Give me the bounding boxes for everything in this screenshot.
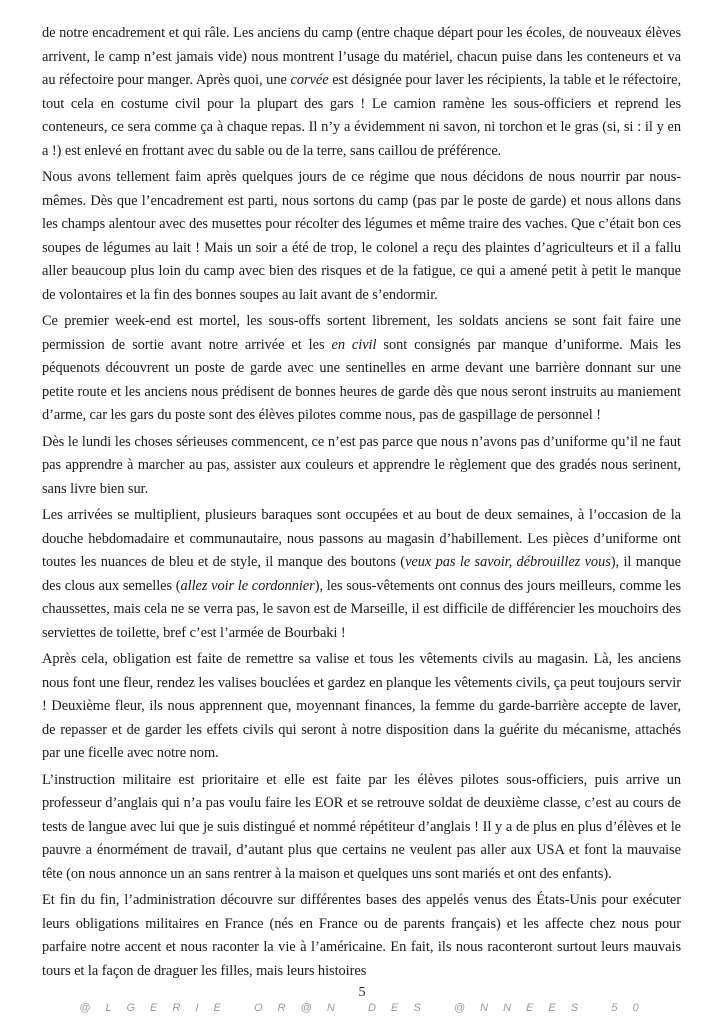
text-run: Et fin du fin, l’administration découvre sur différentes bases des appelés venus des États-Unis pour exécuter leurs obligations militaires en France (nés en France ou de parents français) et les affecte chez nous pour parfaire notre accent et nous raconter la vie à l’américaine. En fait, ils nous raconteront surtout leurs mauvais tours et la façon de draguer les filles, mais leurs histoires [42,892,681,979]
text-run: ), il manque des clous aux semelles ( [42,554,682,594]
page-number: 5 [358,985,366,1000]
text-run: ), les sous-vêtements ont connus des jours meilleurs, comme les chaussettes, mais cela ne se verra pas, le savon est de Marseille, il est difficile de différencier les mouchoirs des serviettes de toilette, bref c’est l’armée de Bourbaki ! [42,577,681,641]
italic-text: corvée [290,72,329,88]
italic-text: allez voir le cordonnier [180,577,315,594]
paragraph [42,648,681,766]
footer-banner: @ L G E R I E O R @ N D E S @ N N E E S 5 0 [79,1002,645,1014]
text-run: Après cela, obligation est faite de remettre sa valise et tous les vêtements civils au magasin. Là, les anciens nous font une fleur, rendez les valises bouclées et gardez en planque les vêtements civils, ça peut toujours servir ! Deuxième fleur, ils nous apprennent que, moyennant finances, la femme du garde-barrière accepte de laver, de repasser et de garder les effets civils qui seront à notre disposition dans la guérite du mécanisme, attachés par une ficelle avec notre nom. [42,651,681,761]
italic-text: en civil [331,336,377,353]
text-run: Les arrivées se multiplient, plusieurs baraques sont occupées et au bout de deux semaines, à l’occasion de la douche hebdomadaire et communautaire, nous passons au magasin d’habillement. Les pièces d’uniforme ont toutes les nuances de bleu et de style, il manque des boutons ( [42,507,681,570]
paragraph [42,22,681,163]
paragraph [42,504,681,645]
text-run: Dès le lundi les choses sérieuses commencent, ce n’est pas parce que nous n’avons pas d’uniforme qu’il ne faut pas apprendre à marcher au pas, assister aux couleurs et apprendre le règlement que des gradés nous serinent, sans livre bien sur. [42,433,681,497]
text-run: L’instruction militaire est prioritaire et elle est faite par les élèves pilotes sous-officiers, puis arrive un professeur d’anglais qui n’a pas voulu faire les EOR et se retrouve soldat de deuxième classe, c’est au cours de tests de langue avec lui que je suis distingué et nommé répétiteur d’anglais ! Il y a de plus en plus d’élèves et le pauvre a énormément de travail, d’autant plus que certains ne veulent pas aller aux USA et font la mauvaise tête (on nous annonce un an sans rentrer à la maison et quelques uns sont mariés et ont des enfants). [42,771,681,882]
paragraph [42,769,681,887]
text-run: Nous avons tellement faim après quelques jours de ce régime que nous décidons de nous nourrir par nous-mêmes. Dès que l’encadrement est parti, nous sortons du camp (pas par le poste de garde) et nous allons dans les champs alentour avec des musettes pour récolter des légumes et même traire des vaches. Que c’était bon ces soupes de légumes au lait ! Mais un soir a été de trop, le colonel a reçu des plaintes d’agriculteurs et il a fallu aller beaucoup plus loin du camp avec bien des risques et de la fatigue, ce qui a amené petit à petit le manque de volontaires et la fin des bonnes soupes au lait avant de s’endormir. [42,169,681,303]
italic-text: veux pas le savoir, débrouillez vous [405,554,611,570]
text-run: Ce premier week-end est mortel, les sous-offs sortent librement, les soldats anciens se sont fait faire une permission de sortie avant notre arrivée et les [42,313,681,353]
paragraph [42,431,681,502]
text-run: est désignée pour laver les récipients, la table et le réfectoire, tout cela en costume civil pour la plupart des gars ! Le camion ramène les sous-officiers et reprend les conteneurs, ce sera comme ça à chaque repas. Il n’y a évidemment ni savon, ni torchon et le gras (si, si : il y en a !) est enlevé en frottant avec du sable ou de la terre, sans caillou de préférence. [42,72,681,159]
paragraph [42,310,681,428]
text-run: de notre encadrement et qui râle. Les anciens du camp (entre chaque départ pour les écoles, de nouveaux élèves arrivent, le camp n’est jamais vide) nous montrent l’usage du matériel, chacun puise dans les conteneurs et va au réfectoire pour manger. Après quoi, une [42,25,681,88]
document-body [42,22,681,983]
paragraph [42,166,681,307]
paragraph [42,889,681,983]
text-run: sont consignés par manque d’uniforme. Mais les péquenots découvrent un poste de garde avec une sentinelles en arme devant une barrière donnant sur une petite route et les anciens nous prédisent de bonnes heures de garde dès que nous seront instruits au maniement d’arme, car les gars du poste sont des élèves pilotes comme nous, pas de gaspillage de personnel ! [42,336,681,423]
